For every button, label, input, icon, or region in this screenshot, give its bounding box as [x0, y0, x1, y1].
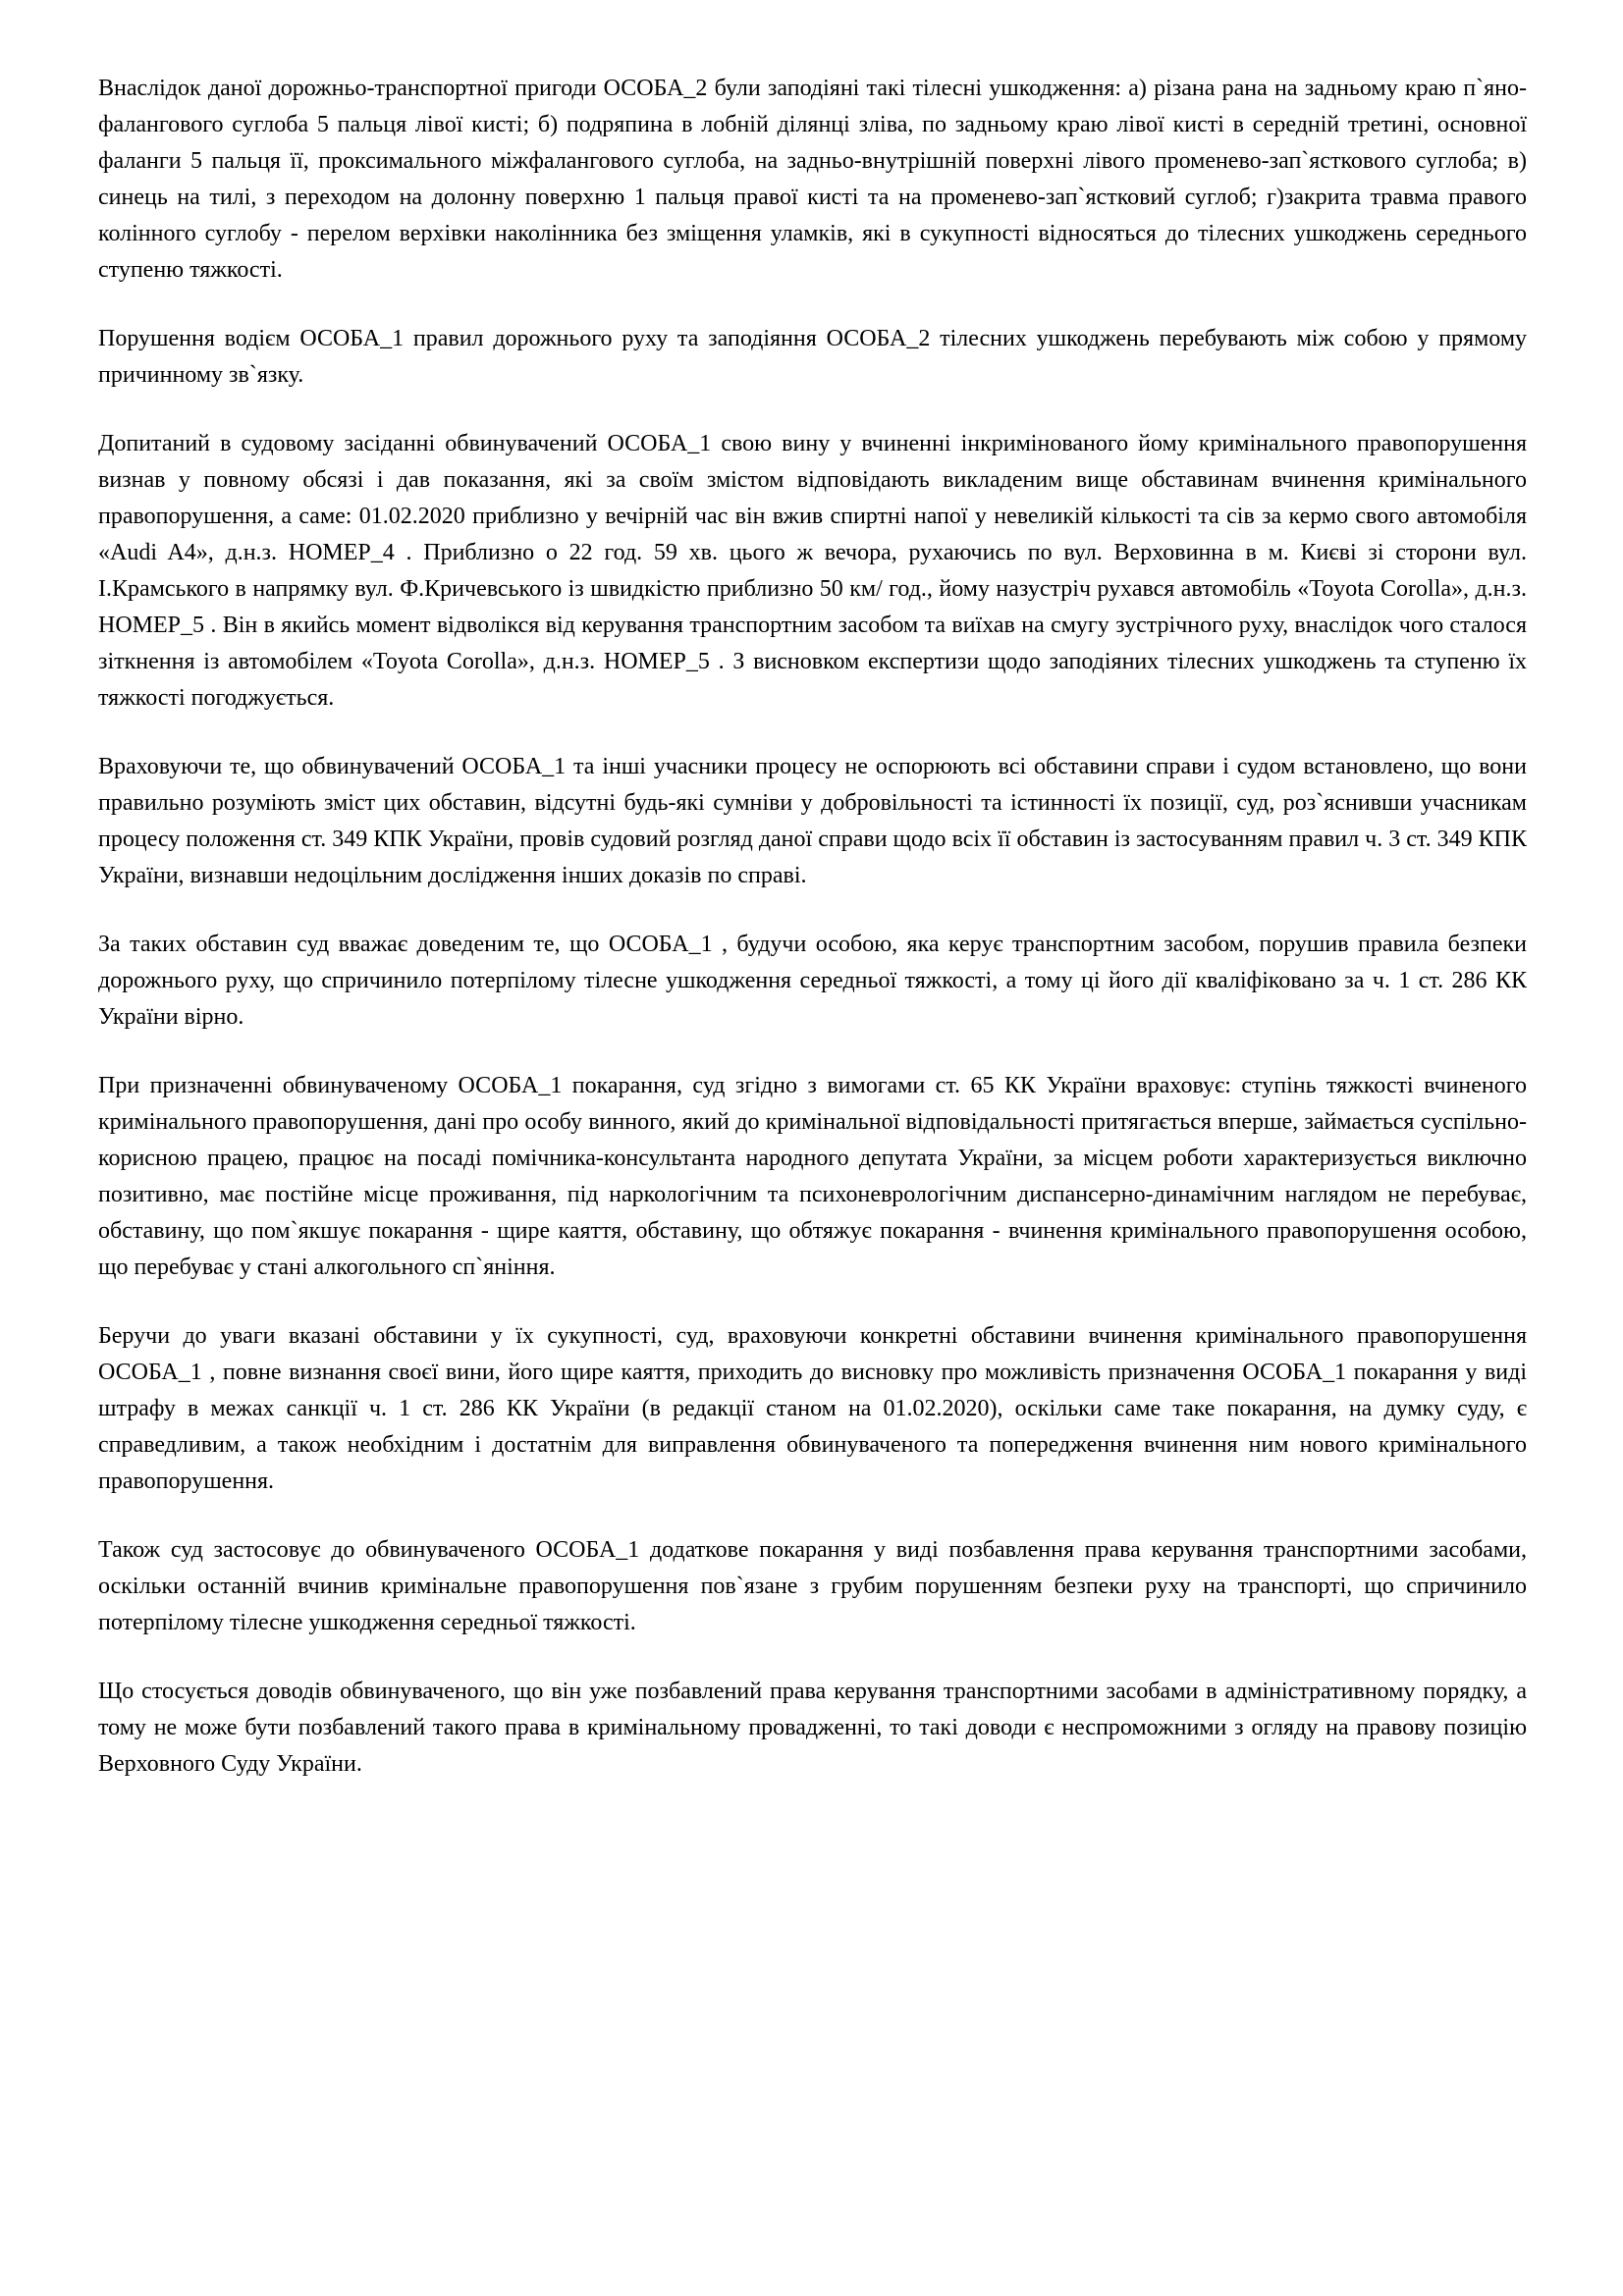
paragraph-causal-link: Порушення водієм ОСОБА_1 правил дорожнього руху та заподіяння ОСОБА_2 тілесних ушкоджень перебувають між собою у прямому причинному зв`язку.	[98, 326, 1527, 388]
paragraph-injuries-list: Внаслідок даної дорожньо-транспортної пригоди ОСОБА_2 були заподіяні такі тілесні ушкодження: а) різана рана на задньому краю п`яно-фалангового суглоба 5 пальця лівої кисті; б) подряпина в лобній ділянці зліва, по задньому краю лівої кисті в середній третині, основної фаланги 5 пальця її, проксимального міжфалангового суглоба, на задньо-внутрішній поверхні лівого променево-зап`ясткового суглоба; в) синець на тилі, з переходом на долонну поверхню 1 пальця правої кисті та на променево-зап`ястковий суглоб; г)закрита травма правого колінного суглобу - перелом верхівки наколінника без зміщення уламків, які в сукупності відносяться до тілесних ушкоджень середнього ступеню тяжкості.	[98, 76, 1527, 283]
paragraph-art349-procedure: Враховуючи те, що обвинувачений ОСОБА_1 та інші учасники процесу не оспорюють всі обставини справи і судом встановлено, що вони правильно розуміють зміст цих обставин, відсутні будь-які сумніви у добровільності та істинності їх позиції, суд, роз`яснивши учасникам процесу положення ст. 349 КПК України, провів судовий розгляд даної справи щодо всіх її обставин із застосуванням правил ч. 3 ст. 349 КПК України, визнавши недоцільним дослідження інших доказів по справі.	[98, 754, 1527, 888]
paragraph-additional-penalty: Також суд застосовує до обвинуваченого ОСОБА_1 додаткове покарання у виді позбавлення права керування транспортними засобами, оскільки останній вчинив кримінальне правопорушення пов`язане з грубим порушенням безпеки руху на транспорті, що спричинило потерпілому тілесне ушкодження середньої тяжкості.	[98, 1537, 1527, 1635]
paragraph-defendant-testimony: Допитаний в судовому засіданні обвинувачений ОСОБА_1 свою вину у вчиненні інкримінованого йому кримінального правопорушення визнав у повному обсязі і дав показання, які за своїм змістом відповідають викладеним вище обставинам вчинення кримінального правопорушення, а саме: 01.02.2020 приблизно у вечірній час він вжив спиртні напої у невеликій кількості та сів за кермо свого автомобіля «Audi A4», д.н.з. НОМЕР_4 . Приблизно о 22 год. 59 хв. цього ж вечора, рухаючись по вул. Верховинна в м. Києві зі сторони вул. І.Крамського в напрямку вул. Ф.Кричевського із швидкістю приблизно 50 км/ год., йому назустріч рухався автомобіль «Toyota Corolla», д.н.з. НОМЕР_5 . Він в якийсь момент відволікся від керування транспортним засобом та виїхав на смугу зустрічного руху, внаслідок чого сталося зіткнення із автомобілем «Toyota Corolla», д.н.з. НОМЕР_5 . З висновком експертизи щодо заподіяних тілесних ушкоджень та ступеню їх тяжкості погоджується.	[98, 431, 1527, 711]
paragraph-sentencing-factors: При призначенні обвинуваченому ОСОБА_1 покарання, суд згідно з вимогами ст. 65 КК України враховує: ступінь тяжкості вчиненого кримінального правопорушення, дані про особу винного, який до кримінальної відповідальності притягається вперше, займається суспільно-корисною працею, працює на посаді помічника-консультанта народного депутата України, за місцем роботи характеризується виключно позитивно, має постійне місце проживання, під наркологічним та психоневрологічним диспансерно-динамічним наглядом не перебуває, обставину, що пом`якшує покарання - щире каяття, обставину, що обтяжує покарання - вчинення кримінального правопорушення особою, що перебуває у стані алкогольного сп`яніння.	[98, 1073, 1527, 1280]
paragraph-fine-conclusion: Беручи до уваги вказані обставини у їх сукупності, суд, враховуючи конкретні обставини вчинення кримінального правопорушення ОСОБА_1 , повне визнання своєї вини, його щире каяття, приходить до висновку про можливість призначення ОСОБА_1 покарання у виді штрафу в межах санкції ч. 1 ст. 286 КК України (в редакції станом на 01.02.2020), оскільки саме таке покарання, на думку суду, є справедливим, а також необхідним і достатнім для виправлення обвинуваченого та попередження вчинення ним нового кримінального правопорушення.	[98, 1323, 1527, 1494]
paragraph-qualification: За таких обставин суд вважає доведеним те, що ОСОБА_1 , будучи особою, яка керує транспортним засобом, порушив правила безпеки дорожнього руху, що спричинило потерпілому тілесне ушкодження середньої тяжкості, а тому ці його дії кваліфіковано за ч. 1 ст. 286 КК України вірно.	[98, 932, 1527, 1030]
paragraph-defense-arguments: Що стосується доводів обвинуваченого, що він уже позбавлений права керування транспортними засобами в адміністративному порядку, а тому не може бути позбавлений такого права в кримінальному провадженні, то такі доводи є неспроможними з огляду на правову позицію Верховного Суду України.	[98, 1679, 1527, 1777]
